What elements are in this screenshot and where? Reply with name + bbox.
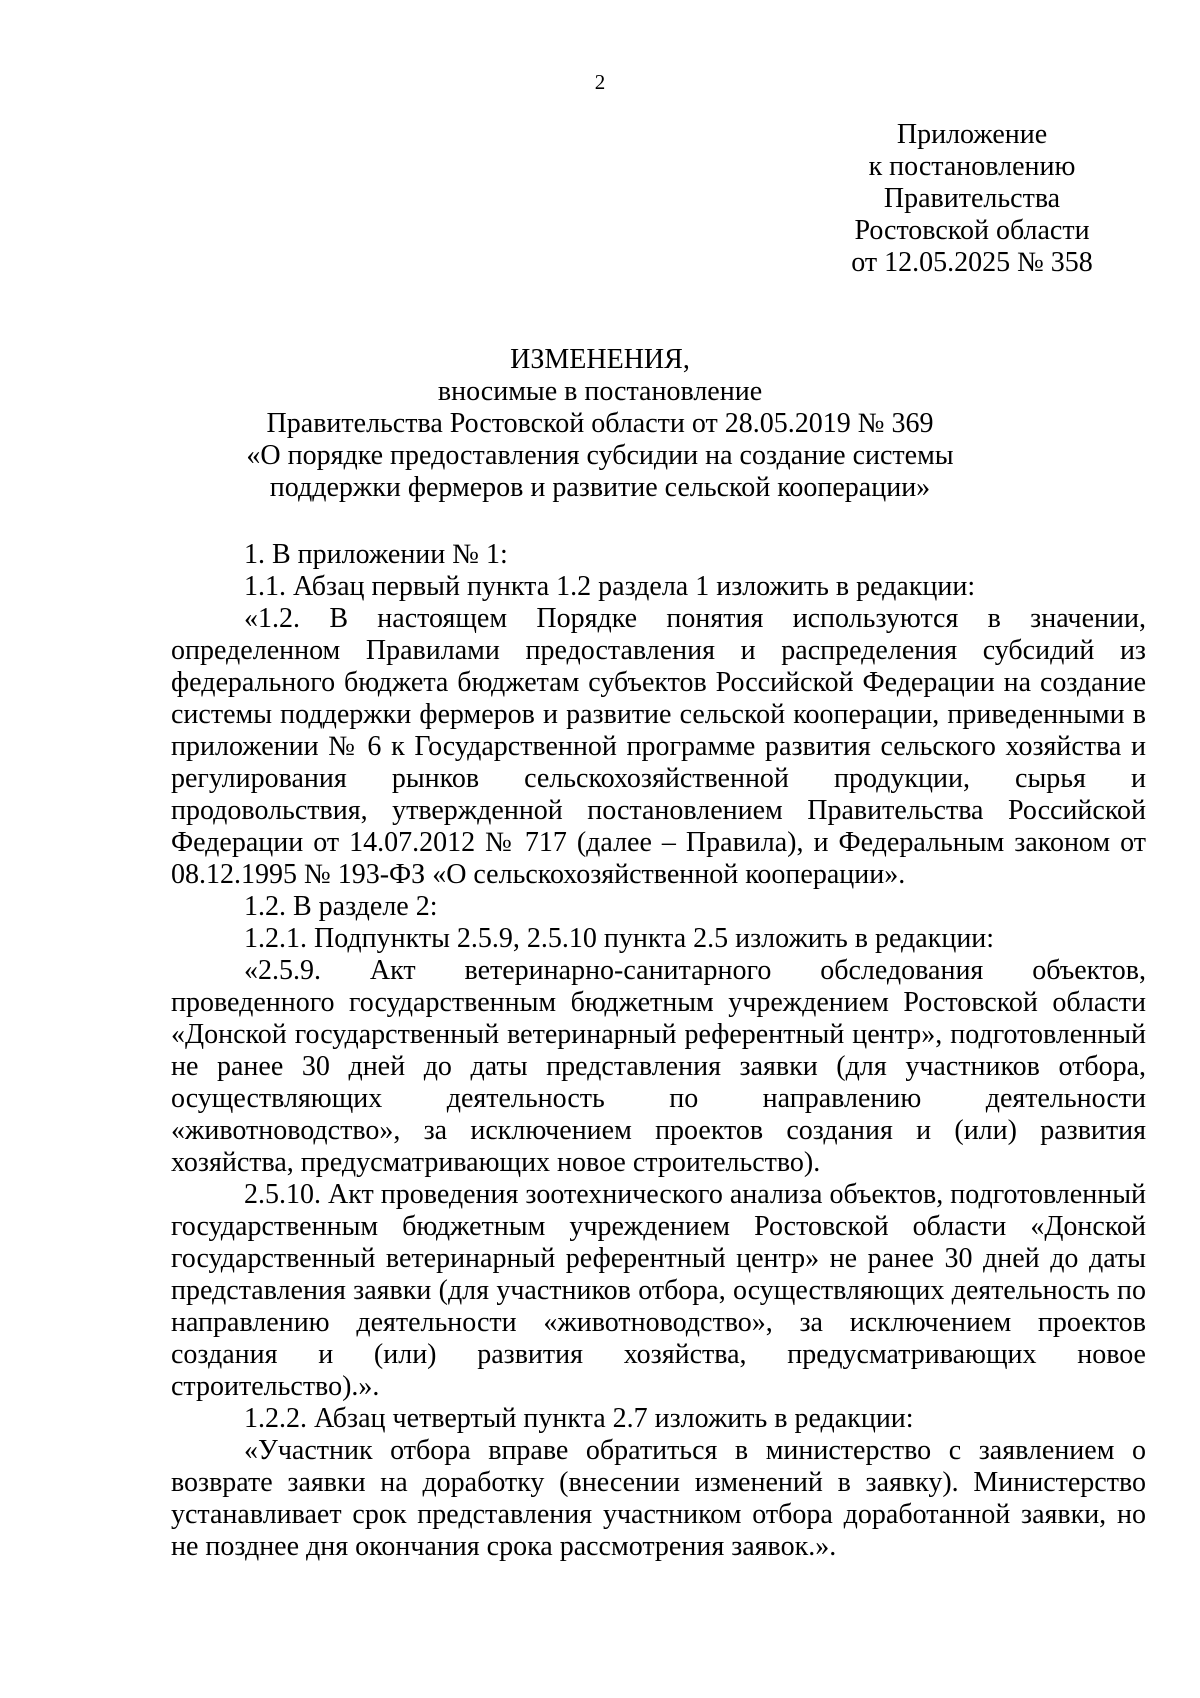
paragraph: «Участник отбора вправе обратиться в министерство с заявлением о возврате заявки на доработку (внесении изменений в заявку). Министерство устанавливает срок представления участником отбора доработанной заявки, но не позднее дня окончания срока рассмотрения заявок.». <box>171 1435 1146 1562</box>
paragraph: 1.1. Абзац первый пункта 1.2 раздела 1 изложить в редакции: <box>244 571 976 602</box>
appendix-line: Приложение <box>896 119 1048 150</box>
document-heading: ИЗМЕНЕНИЯ, <box>510 344 690 375</box>
paragraph: 1.2. В разделе 2: <box>244 891 438 922</box>
paragraph: 1.2.1. Подпункты 2.5.9, 2.5.10 пункта 2.5 изложить в редакции: <box>244 923 995 954</box>
appendix-line: Правительства <box>883 183 1061 214</box>
paragraph: 1. В приложении № 1: <box>244 539 508 570</box>
title-line: Правительства Ростовской области от 28.05.2019 № 369 <box>266 408 934 439</box>
title-line: поддержки фермеров и развитие сельской кооперации» <box>269 472 931 503</box>
paragraph: 2.5.10. Акт проведения зоотехнического анализа объектов, подготовленный государственным бюджетным учреждением Ростовской области «Донской государственный ветеринарный референтный центр» не ранее 30 дней до даты представления заявки (для участников отбора, осуществляющих деятельность по направлению деятельности «животноводство», за исключением проектов создания и (или) развития хозяйства, предусматривающих новое строительство).». <box>171 1179 1146 1402</box>
paragraph: «2.5.9. Акт ветеринарно-санитарного обследования объектов, проведенного государственным бюджетным учреждением Ростовской области «Донской государственный ветеринарный референтный центр», подготовленный не ранее 30 дней до даты представления заявки (для участников отбора, осуществляющих деятельность по направлению деятельности «животноводство», за исключением проектов создания и (или) развития хозяйства, предусматривающих новое строительство). <box>171 955 1146 1178</box>
appendix-line: от 12.05.2025 № 358 <box>851 247 1093 278</box>
title-line: вносимые в постановление <box>437 376 763 407</box>
title-line: «О порядке предоставления субсидии на создание системы <box>246 440 954 471</box>
document-body <box>171 539 1146 1563</box>
appendix-line: Ростовской области <box>854 215 1090 246</box>
page-number: 2 <box>594 70 606 94</box>
document-title-block <box>170 344 1030 504</box>
paragraph: «1.2. В настоящем Порядке понятия используются в значении, определенном Правилами предоставления и распределения субсидий из федерального бюджета бюджетам субъектов Российской Федерации на создание системы поддержки фермеров и развитие сельской кооперации, приведенными в приложении № 6 к Государственной программе развития сельского хозяйства и регулирования рынков сельскохозяйственной продукции, сырья и продовольствия, утвержденной постановлением Правительства Российской Федерации от 14.07.2012 № 717 (далее – Правила), и Федеральным законом от 08.12.1995 № 193-ФЗ «О сельскохозяйственной кооперации». <box>171 603 1146 890</box>
appendix-block <box>840 119 1104 279</box>
paragraph: 1.2.2. Абзац четвертый пункта 2.7 изложить в редакции: <box>244 1403 914 1434</box>
appendix-line: к постановлению <box>868 151 1076 182</box>
